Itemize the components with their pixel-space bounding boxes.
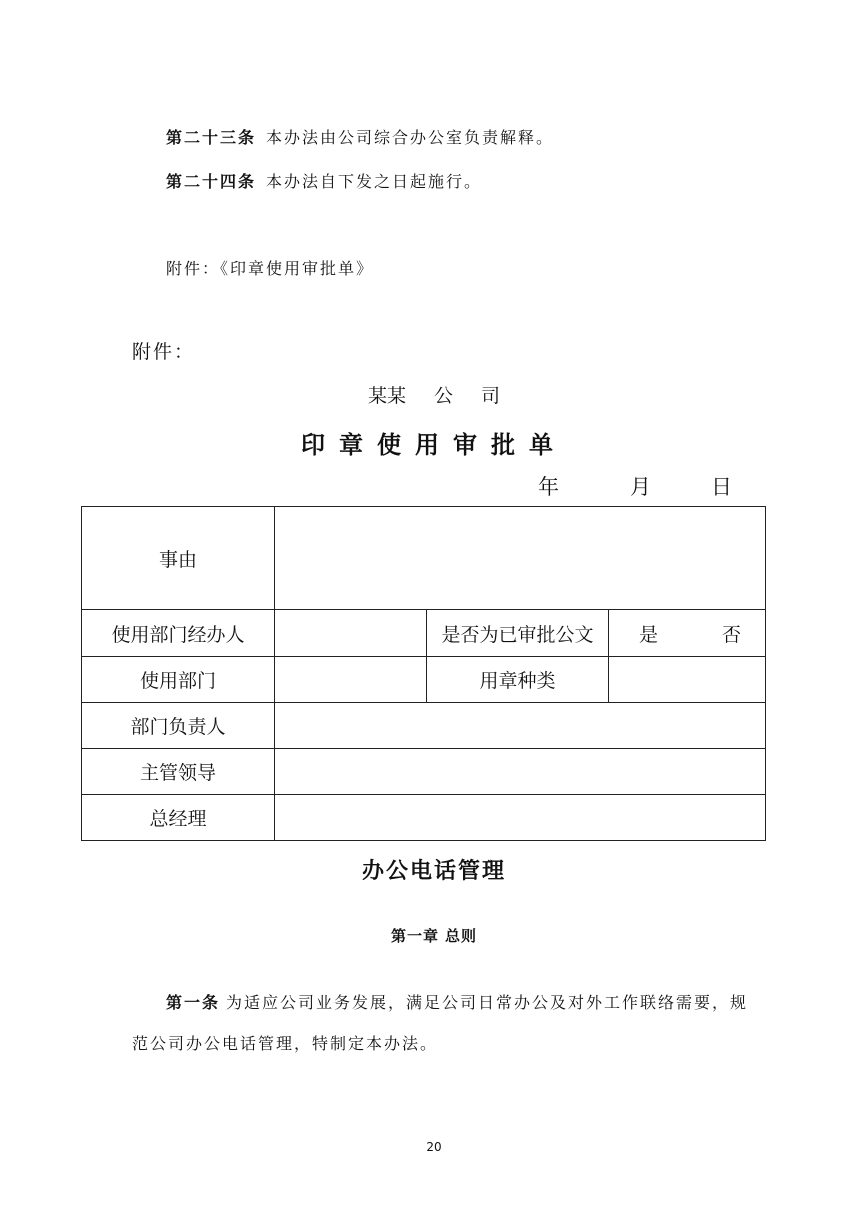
no-option[interactable]: 否 [722, 623, 742, 646]
handler-label: 使用部门经办人 [82, 610, 275, 657]
article-23-label: 第二十三条 [166, 128, 257, 147]
chapter-number: 第一章 [390, 927, 439, 945]
chapter-heading [0, 925, 868, 946]
section-title: 办公电话管理 [361, 859, 506, 884]
attachment-label: 附件： [132, 341, 196, 363]
approved-doc-choice[interactable] [609, 610, 766, 657]
article-1-line-2: 范公司办公电话管理，特制定本办法。 [132, 1034, 439, 1053]
form-row-reason [82, 507, 766, 610]
handler-field[interactable] [275, 610, 427, 657]
seal-type-field[interactable] [609, 657, 766, 703]
attachment-note: 附件：《印章使用审批单》 [166, 259, 375, 278]
date-year-label: 年 [538, 475, 559, 499]
seal-approval-form [81, 506, 766, 841]
yes-option[interactable]: 是 [639, 623, 659, 646]
supervisor-label: 主管领导 [82, 749, 275, 795]
date-day-label: 日 [711, 475, 732, 499]
article-1-line-1 [166, 990, 748, 1013]
form-row-gm [82, 795, 766, 841]
article-1-text-1: 为适应公司业务发展，满足公司日常办公及对外工作联络需要，规 [226, 993, 749, 1012]
article-23-text: 本办法由公司综合办公室负责解释。 [266, 128, 555, 147]
dept-head-field[interactable] [275, 703, 766, 749]
article-24-text: 本办法自下发之日起施行。 [266, 172, 483, 191]
article-1-label: 第一条 [166, 993, 221, 1012]
form-row-supervisor [82, 749, 766, 795]
date-month-label: 月 [630, 475, 651, 499]
form-row-handler [82, 610, 766, 657]
reason-label: 事由 [82, 507, 275, 610]
company-name-part-2: 公 [433, 385, 453, 407]
seal-type-label: 用章种类 [427, 657, 609, 703]
page-number: 20 [426, 1140, 442, 1154]
chapter-name: 总则 [445, 927, 478, 945]
company-name-part-3: 司 [481, 385, 501, 407]
company-name [0, 381, 868, 408]
supervisor-field[interactable] [275, 749, 766, 795]
reason-field[interactable] [275, 507, 766, 610]
gm-field[interactable] [275, 795, 766, 841]
form-row-department [82, 657, 766, 703]
article-24-label: 第二十四条 [166, 172, 257, 191]
article-24 [166, 169, 482, 192]
form-row-dept-head [82, 703, 766, 749]
gm-label: 总经理 [82, 795, 275, 841]
dept-head-label: 部门负责人 [82, 703, 275, 749]
article-23 [166, 125, 554, 148]
company-name-part-1: 某某 [367, 385, 406, 407]
department-field[interactable] [275, 657, 427, 703]
form-title: 印章使用审批单 [301, 431, 567, 459]
approved-doc-label: 是否为已审批公文 [427, 610, 609, 657]
department-label: 使用部门 [82, 657, 275, 703]
